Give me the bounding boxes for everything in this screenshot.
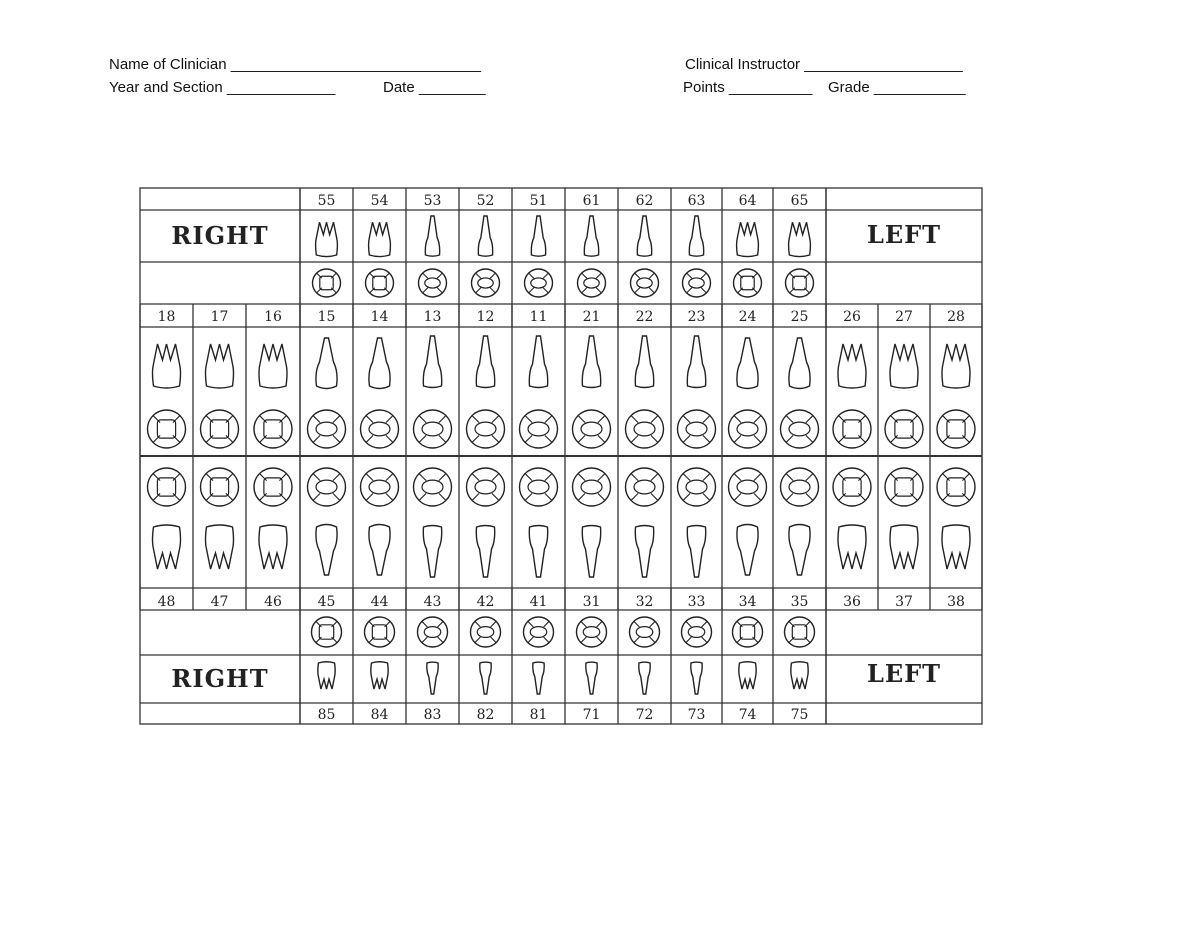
tooth-73-side[interactable] xyxy=(691,662,702,694)
tooth-number-48: 48 xyxy=(157,594,176,610)
tooth-51-occlusal[interactable] xyxy=(525,269,553,297)
tooth-number-35: 35 xyxy=(790,594,809,610)
tooth-number-73: 73 xyxy=(687,707,706,723)
tooth-number-22: 22 xyxy=(635,309,654,325)
tooth-45-occlusal[interactable] xyxy=(308,468,346,506)
upper-right-label: RIGHT xyxy=(171,221,269,250)
instructor-label: Clinical Instructor xyxy=(685,56,801,73)
tooth-25-occlusal[interactable] xyxy=(781,410,819,448)
upper-left-label: LEFT xyxy=(866,220,942,249)
tooth-number-25: 25 xyxy=(790,309,809,325)
tooth-number-26: 26 xyxy=(843,309,861,325)
points-label: Points xyxy=(683,79,725,96)
tooth-36-side[interactable] xyxy=(838,525,866,569)
tooth-81-side[interactable] xyxy=(533,662,544,694)
tooth-82-side[interactable] xyxy=(480,662,491,694)
tooth-number-13: 13 xyxy=(423,309,442,325)
tooth-65-side[interactable] xyxy=(789,222,811,256)
tooth-12-side[interactable] xyxy=(476,336,494,388)
tooth-85-side[interactable] xyxy=(318,662,335,689)
tooth-13-occlusal[interactable] xyxy=(414,410,452,448)
tooth-number-32: 32 xyxy=(635,594,654,610)
tooth-74-occlusal[interactable] xyxy=(733,617,763,647)
date-label: Date xyxy=(383,79,415,96)
tooth-number-84: 84 xyxy=(370,707,389,723)
tooth-41-occlusal[interactable] xyxy=(520,468,558,506)
tooth-number-41: 41 xyxy=(529,594,548,610)
tooth-75-side[interactable] xyxy=(791,662,808,689)
clinician-label: Name of Clinician xyxy=(109,56,227,73)
tooth-14-side[interactable] xyxy=(369,338,390,389)
instructor-line[interactable]: ___________________ xyxy=(804,56,963,73)
tooth-53-occlusal[interactable] xyxy=(419,269,447,297)
tooth-23-occlusal[interactable] xyxy=(678,410,716,448)
tooth-number-18: 18 xyxy=(157,309,176,325)
tooth-64-occlusal[interactable] xyxy=(734,269,762,297)
tooth-71-side[interactable] xyxy=(586,662,597,694)
clinician-line[interactable]: ______________________________ xyxy=(230,56,481,73)
tooth-27-side[interactable] xyxy=(890,344,918,388)
tooth-21-side[interactable] xyxy=(582,336,600,388)
tooth-35-side[interactable] xyxy=(789,525,810,576)
tooth-number-17: 17 xyxy=(210,309,229,325)
tooth-42-occlusal[interactable] xyxy=(467,468,505,506)
tooth-number-42: 42 xyxy=(476,594,495,610)
tooth-46-side[interactable] xyxy=(259,525,287,569)
tooth-12-occlusal[interactable] xyxy=(467,410,505,448)
tooth-number-47: 47 xyxy=(210,594,229,610)
tooth-26-side[interactable] xyxy=(838,344,866,388)
tooth-33-occlusal[interactable] xyxy=(678,468,716,506)
date-line[interactable]: ________ xyxy=(418,79,486,96)
tooth-28-side[interactable] xyxy=(942,344,970,388)
tooth-54-side[interactable] xyxy=(369,222,391,256)
tooth-52-occlusal[interactable] xyxy=(472,269,500,297)
tooth-42-side[interactable] xyxy=(476,526,494,578)
lower-left-label: LEFT xyxy=(866,659,942,688)
tooth-51-side[interactable] xyxy=(531,216,545,256)
tooth-number-21: 21 xyxy=(582,309,601,325)
tooth-18-side[interactable] xyxy=(153,344,181,388)
tooth-number-51: 51 xyxy=(529,193,548,209)
tooth-45-side[interactable] xyxy=(316,525,337,576)
tooth-32-occlusal[interactable] xyxy=(626,468,664,506)
tooth-65-occlusal[interactable] xyxy=(786,269,814,297)
tooth-15-side[interactable] xyxy=(316,338,337,389)
tooth-72-side[interactable] xyxy=(639,662,650,694)
tooth-55-occlusal[interactable] xyxy=(313,269,341,297)
tooth-85-occlusal[interactable] xyxy=(312,617,342,647)
tooth-14-occlusal[interactable] xyxy=(361,410,399,448)
tooth-number-14: 14 xyxy=(370,309,389,325)
tooth-74-side[interactable] xyxy=(739,662,756,689)
tooth-38-occlusal[interactable] xyxy=(937,468,975,506)
tooth-55-side[interactable] xyxy=(316,222,338,256)
tooth-number-11: 11 xyxy=(529,309,548,325)
tooth-37-side[interactable] xyxy=(890,525,918,569)
tooth-number-52: 52 xyxy=(476,193,495,209)
tooth-34-side[interactable] xyxy=(737,525,758,576)
tooth-83-side[interactable] xyxy=(427,662,438,694)
tooth-37-occlusal[interactable] xyxy=(885,468,923,506)
tooth-17-occlusal[interactable] xyxy=(201,410,239,448)
tooth-84-occlusal[interactable] xyxy=(365,617,395,647)
tooth-71-occlusal[interactable] xyxy=(577,617,607,647)
tooth-number-64: 64 xyxy=(738,193,757,209)
tooth-23-side[interactable] xyxy=(687,336,705,388)
tooth-63-side[interactable] xyxy=(689,216,703,256)
tooth-81-occlusal[interactable] xyxy=(524,617,554,647)
tooth-54-occlusal[interactable] xyxy=(366,269,394,297)
tooth-43-occlusal[interactable] xyxy=(414,468,452,506)
grade-label: Grade xyxy=(828,79,870,96)
tooth-47-occlusal[interactable] xyxy=(201,468,239,506)
tooth-number-61: 61 xyxy=(582,193,601,209)
tooth-82-occlusal[interactable] xyxy=(471,617,501,647)
tooth-33-side[interactable] xyxy=(687,526,705,578)
tooth-26-occlusal[interactable] xyxy=(833,410,871,448)
lower-right-label: RIGHT xyxy=(171,664,269,693)
tooth-number-72: 72 xyxy=(635,707,654,723)
tooth-25-side[interactable] xyxy=(789,338,810,389)
tooth-number-16: 16 xyxy=(264,309,282,325)
tooth-31-side[interactable] xyxy=(582,526,600,578)
tooth-24-occlusal[interactable] xyxy=(729,410,767,448)
points-line[interactable]: __________ xyxy=(728,79,813,96)
tooth-number-55: 55 xyxy=(317,193,336,209)
tooth-number-27: 27 xyxy=(895,309,913,325)
tooth-number-46: 46 xyxy=(264,594,282,610)
tooth-number-44: 44 xyxy=(370,594,389,610)
tooth-16-side[interactable] xyxy=(259,344,287,388)
year-section-label: Year and Section xyxy=(109,79,223,96)
tooth-61-side[interactable] xyxy=(584,216,598,256)
tooth-number-23: 23 xyxy=(687,309,706,325)
tooth-34-occlusal[interactable] xyxy=(729,468,767,506)
tooth-47-side[interactable] xyxy=(206,525,234,569)
tooth-22-side[interactable] xyxy=(635,336,653,388)
tooth-75-occlusal[interactable] xyxy=(785,617,815,647)
tooth-31-occlusal[interactable] xyxy=(573,468,611,506)
tooth-number-43: 43 xyxy=(423,594,442,610)
tooth-63-occlusal[interactable] xyxy=(683,269,711,297)
tooth-48-side[interactable] xyxy=(153,525,181,569)
tooth-number-53: 53 xyxy=(423,193,442,209)
tooth-73-occlusal[interactable] xyxy=(682,617,712,647)
tooth-61-occlusal[interactable] xyxy=(578,269,606,297)
tooth-13-side[interactable] xyxy=(423,336,441,388)
tooth-28-occlusal[interactable] xyxy=(937,410,975,448)
tooth-44-occlusal[interactable] xyxy=(361,468,399,506)
tooth-38-side[interactable] xyxy=(942,525,970,569)
tooth-43-side[interactable] xyxy=(423,526,441,578)
tooth-46-occlusal[interactable] xyxy=(254,468,292,506)
tooth-number-28: 28 xyxy=(947,309,965,325)
tooth-72-occlusal[interactable] xyxy=(630,617,660,647)
tooth-48-occlusal[interactable] xyxy=(148,468,186,506)
tooth-number-83: 83 xyxy=(423,707,442,723)
tooth-number-45: 45 xyxy=(317,594,336,610)
tooth-number-74: 74 xyxy=(738,707,757,723)
tooth-41-side[interactable] xyxy=(529,526,547,578)
tooth-number-82: 82 xyxy=(476,707,495,723)
tooth-62-occlusal[interactable] xyxy=(631,269,659,297)
tooth-number-12: 12 xyxy=(476,309,495,325)
tooth-number-62: 62 xyxy=(635,193,654,209)
tooth-number-37: 37 xyxy=(895,594,913,610)
tooth-number-81: 81 xyxy=(529,707,548,723)
tooth-number-63: 63 xyxy=(687,193,706,209)
tooth-64-side[interactable] xyxy=(737,222,759,256)
tooth-83-occlusal[interactable] xyxy=(418,617,448,647)
tooth-number-15: 15 xyxy=(317,309,336,325)
tooth-52-side[interactable] xyxy=(478,216,492,256)
tooth-number-38: 38 xyxy=(947,594,965,610)
tooth-18-occlusal[interactable] xyxy=(148,410,186,448)
tooth-16-occlusal[interactable] xyxy=(254,410,292,448)
tooth-number-71: 71 xyxy=(582,707,601,723)
tooth-35-occlusal[interactable] xyxy=(781,468,819,506)
tooth-44-side[interactable] xyxy=(369,525,390,576)
tooth-number-36: 36 xyxy=(843,594,861,610)
tooth-11-side[interactable] xyxy=(529,336,547,388)
tooth-number-34: 34 xyxy=(738,594,757,610)
tooth-32-side[interactable] xyxy=(635,526,653,578)
tooth-36-occlusal[interactable] xyxy=(833,468,871,506)
year-section-line[interactable]: _____________ xyxy=(226,79,336,96)
tooth-21-occlusal[interactable] xyxy=(573,410,611,448)
tooth-number-54: 54 xyxy=(370,193,389,209)
tooth-number-65: 65 xyxy=(790,193,809,209)
tooth-number-31: 31 xyxy=(582,594,601,610)
tooth-number-33: 33 xyxy=(687,594,706,610)
tooth-62-side[interactable] xyxy=(637,216,651,256)
tooth-11-occlusal[interactable] xyxy=(520,410,558,448)
tooth-number-24: 24 xyxy=(738,309,757,325)
grade-line[interactable]: ___________ xyxy=(873,79,966,96)
tooth-number-75: 75 xyxy=(790,707,809,723)
tooth-15-occlusal[interactable] xyxy=(308,410,346,448)
tooth-24-side[interactable] xyxy=(737,338,758,389)
tooth-53-side[interactable] xyxy=(425,216,439,256)
tooth-22-occlusal[interactable] xyxy=(626,410,664,448)
tooth-27-occlusal[interactable] xyxy=(885,410,923,448)
tooth-17-side[interactable] xyxy=(206,344,234,388)
tooth-number-85: 85 xyxy=(317,707,336,723)
tooth-84-side[interactable] xyxy=(371,662,388,689)
